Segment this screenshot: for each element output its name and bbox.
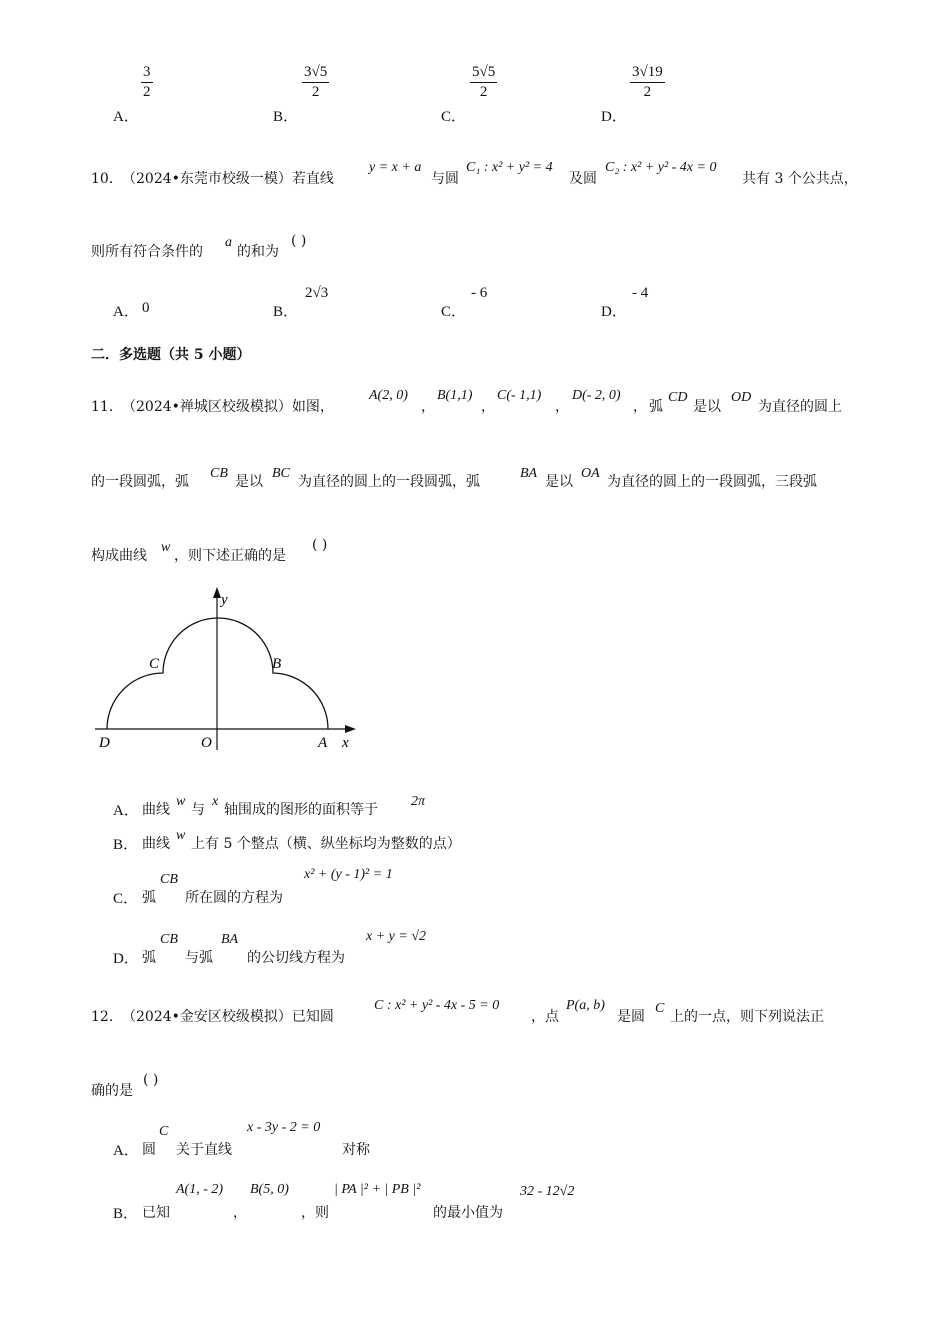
q11-diam-text: 为直径的圆上	[758, 399, 842, 415]
q11-arc-cb: CB	[210, 466, 228, 481]
q11-option-d-arc2: BA	[221, 932, 239, 947]
q11-option-b-t1: 曲线	[142, 836, 170, 852]
q11-line3-a: 构成曲线	[91, 548, 147, 564]
q11-arc-word: 弧	[649, 399, 663, 415]
q11-option-c-eq: x² + (y - 1)² = 1	[304, 867, 393, 882]
q12-c: C	[655, 1001, 665, 1016]
q9-option-c-num: 5√5	[470, 64, 497, 83]
q12-option-b-t2: 的最小值为	[433, 1205, 503, 1221]
q9-option-d-den: 2	[643, 84, 652, 100]
q11-option-a-t2: 与	[191, 802, 205, 818]
label-x: x	[342, 735, 349, 751]
q10-number: 10．	[91, 171, 123, 187]
q10-option-d-label: D．	[601, 304, 627, 320]
q11-option-a-w: w	[176, 794, 186, 809]
q10-text-1: 与圆	[431, 171, 459, 187]
q9-option-d-fraction	[630, 64, 665, 101]
q11-option-d-t2: 与弧	[185, 950, 213, 966]
label-y: y	[221, 592, 228, 608]
q11-option-b-w: w	[176, 828, 186, 843]
q9-option-d-num: 3√19	[630, 64, 665, 83]
q11-answer-paren: ( )	[312, 537, 328, 553]
q10-line2-pre: 则所有符合条件的	[91, 244, 203, 260]
q12-option-b-label: B．	[113, 1206, 139, 1222]
q10-option-c-value: - 6	[471, 285, 488, 301]
q10-circle-1: C₁ : x² + y² = 4	[466, 160, 553, 175]
q11-oa: OA	[581, 466, 600, 481]
q11-option-a-t3: 轴围成的图形的面积等于	[224, 802, 378, 818]
q12-line2: 确的是	[91, 1083, 133, 1099]
q10-text-2: 及圆	[569, 171, 597, 187]
q10-text-3: 共有 3 个公共点，	[742, 171, 858, 187]
label-a: A	[318, 735, 328, 751]
q9-option-a-num: 3	[141, 64, 153, 83]
q11-point-c: C(- 1,1)	[497, 388, 542, 403]
q11-point-a: A(2, 0)	[369, 388, 408, 403]
q11-option-c-t1: 弧	[142, 890, 156, 906]
q10-circle-2: C₂ : x² + y² - 4x = 0	[605, 160, 717, 175]
q9-option-b-den: 2	[311, 84, 320, 100]
q11-comma-2: ，	[481, 399, 495, 415]
q12-option-a-eq: x - 3y - 2 = 0	[247, 1120, 321, 1135]
q10-option-d-value: - 4	[632, 285, 649, 301]
q11-is-with: 是以	[693, 399, 721, 415]
q11-line2-e: 为直径的圆上的一段圆弧，三段弧	[607, 474, 817, 490]
q12-text-2: 是圆	[617, 1009, 645, 1025]
q10-line2-post: 的和为	[237, 244, 279, 260]
q11-option-d-arc1: CB	[160, 932, 178, 947]
q11-bc: BC	[272, 466, 290, 481]
q11-number: 11．	[91, 399, 123, 415]
q10-option-a-value: 0	[142, 300, 150, 316]
q12-option-a-t3: 对称	[342, 1142, 370, 1158]
q9-option-b-label: B．	[273, 109, 299, 125]
q11-option-a-t1: 曲线	[142, 802, 170, 818]
q11-option-d-label: D．	[113, 951, 139, 967]
q10-line-equation: y = x + a	[369, 160, 422, 175]
label-d: D	[99, 735, 110, 751]
q12-text-3: 上的一点，则下列说法正	[670, 1009, 824, 1025]
q11-w: w	[161, 540, 171, 555]
q12-source: （2024•金安区校级模拟）已知圆	[122, 1009, 334, 1025]
q11-option-b-label: B．	[113, 837, 139, 853]
q12-option-a-label: A．	[113, 1143, 139, 1159]
q9-option-c-fraction	[470, 64, 497, 101]
q12-point-p: P(a, b)	[566, 998, 605, 1013]
q11-source: （2024•禅城区校级模拟）如图，	[122, 399, 334, 415]
q10-option-a-label: A．	[113, 304, 139, 320]
q10-var-a: a	[225, 235, 232, 250]
q11-option-a-value: 2π	[411, 794, 426, 809]
label-b: B	[272, 656, 282, 672]
section-heading: 二．多选题（共 5 小题）	[91, 347, 251, 363]
q12-option-b-comma-2: ，则	[301, 1205, 329, 1221]
q9-option-c-den: 2	[479, 84, 488, 100]
q10-option-b-value: 2√3	[305, 285, 329, 301]
q12-number: 12．	[91, 1009, 123, 1025]
y-axis-arrow-icon	[213, 587, 221, 598]
q11-figure	[90, 582, 365, 754]
q12-option-b-comma-1: ，	[233, 1205, 247, 1221]
q11-comma-4: ，	[633, 399, 647, 415]
q12-option-b-value: 32 - 12√2	[520, 1184, 575, 1199]
q12-option-b-t1: 已知	[142, 1205, 170, 1221]
q10-source: （2024•东莞市校级一模）若直线	[122, 171, 334, 187]
q11-option-d-eq: x + y = √2	[366, 929, 427, 944]
q10-option-c-label: C．	[441, 304, 467, 320]
x-axis-arrow-icon	[345, 725, 356, 733]
q11-option-d-t3: 的公切线方程为	[247, 950, 345, 966]
q9-option-b-fraction	[302, 64, 329, 101]
q11-comma-1: ，	[421, 399, 435, 415]
q12-text-1: ，点	[531, 1009, 559, 1025]
q10-option-b-label: B．	[273, 304, 299, 320]
q11-option-a-label: A．	[113, 803, 139, 819]
q12-option-a-c: C	[159, 1124, 169, 1139]
q9-option-b-num: 3√5	[302, 64, 329, 83]
q12-option-b-point-b: B(5, 0)	[250, 1182, 289, 1197]
q11-line2-a: 的一段圆弧，弧	[91, 474, 189, 490]
q11-arc-cd: CD	[668, 390, 688, 405]
q11-option-c-label: C．	[113, 891, 139, 907]
q11-point-d: D(- 2, 0)	[572, 388, 621, 403]
q11-line2-c: 为直径的圆上的一段圆弧，弧	[298, 474, 480, 490]
q11-option-a-x: x	[212, 794, 219, 809]
q9-option-a-label: A．	[113, 109, 139, 125]
q12-option-b-expression: | PA |² + | PB |²	[334, 1182, 421, 1197]
q12-option-a-t1: 圆	[142, 1142, 156, 1158]
q11-point-b: B(1,1)	[437, 388, 473, 403]
q11-line2-b: 是以	[235, 474, 263, 490]
q10-answer-paren: ( )	[291, 233, 307, 249]
q11-od: OD	[731, 390, 752, 405]
q11-option-d-t1: 弧	[142, 950, 156, 966]
q11-option-b-t2: 上有 5 个整点（横、纵坐标均为整数的点）	[191, 836, 461, 852]
q11-arc-ba: BA	[520, 466, 538, 481]
q12-option-a-t2: 关于直线	[176, 1142, 232, 1158]
q11-option-c-arc: CB	[160, 872, 178, 887]
q12-circle-equation: C : x² + y² - 4x - 5 = 0	[374, 998, 500, 1013]
label-c: C	[149, 656, 160, 672]
label-o: O	[201, 735, 212, 751]
q11-option-c-t2: 所在圆的方程为	[185, 890, 283, 906]
q9-option-a-fraction	[141, 64, 153, 101]
q11-line2-d: 是以	[545, 474, 573, 490]
q12-answer-paren: ( )	[143, 1072, 159, 1088]
q11-line3-b: ，则下述正确的是	[174, 548, 286, 564]
q9-option-d-label: D．	[601, 109, 627, 125]
q12-option-b-point-a: A(1, - 2)	[176, 1182, 224, 1197]
q11-comma-3: ，	[555, 399, 569, 415]
q9-option-a-den: 2	[143, 84, 151, 100]
q9-option-c-label: C．	[441, 109, 467, 125]
